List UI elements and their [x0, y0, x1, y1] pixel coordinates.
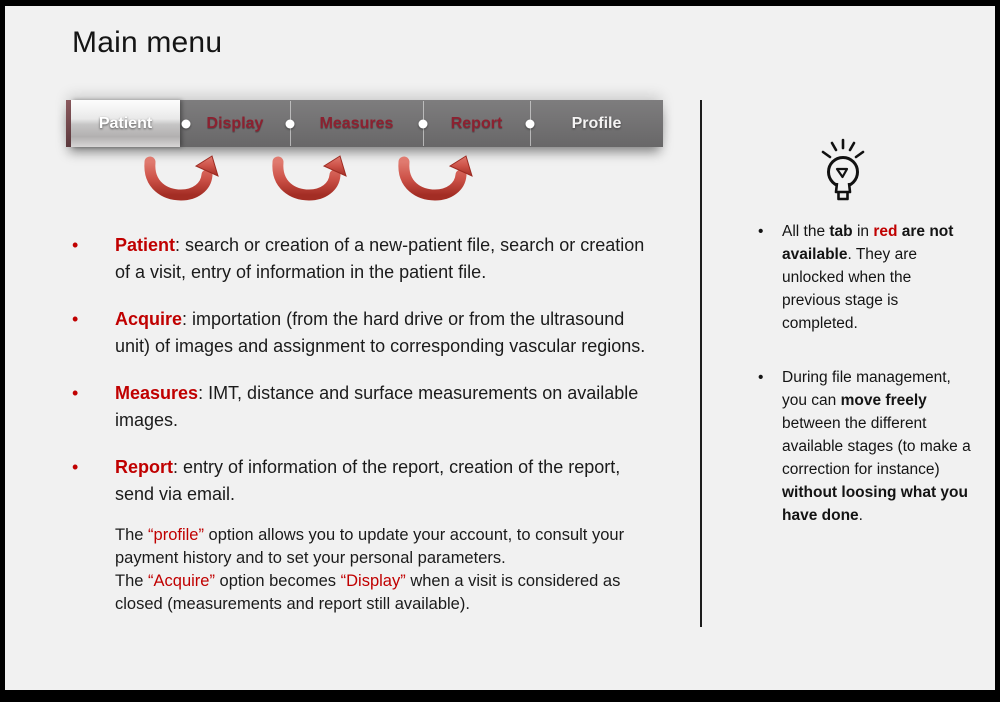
tab-label: Profile [571, 114, 622, 132]
feature-list [72, 232, 652, 528]
lightbulb-icon [815, 136, 871, 216]
tip-item: • During file management, you can move freely between the different available stages (to make a correction for instance) without loosing what you have done. [748, 366, 974, 527]
note-highlight: “profile” [148, 526, 204, 544]
bullet-icon [72, 380, 115, 434]
tab-label: Report [450, 114, 503, 132]
tab-label: Display [206, 114, 264, 132]
note-line: The “profile” option allows you to update your account, to consult your payment history and to set your personal parameters. [115, 526, 625, 567]
feature-term: Patient [115, 235, 176, 255]
feature-desc: : importation (from the hard drive or from the ultrasound unit) of images and assignment to corresponding vascular regions. [115, 309, 646, 356]
list-item-measures [72, 380, 652, 434]
tip-highlight: red [873, 223, 898, 240]
tab-profile[interactable] [530, 100, 663, 147]
tab-separator-dot-icon [526, 119, 535, 128]
tips-panel [748, 220, 974, 558]
feature-desc: : IMT, distance and surface measurements on available images. [115, 383, 639, 430]
list-item-report [72, 454, 652, 508]
section-divider [700, 100, 702, 627]
list-item-patient [72, 232, 652, 286]
bullet-icon [72, 454, 115, 508]
list-item-acquire [72, 306, 652, 360]
feature-term: Measures [115, 383, 199, 403]
tab-label: Measures [319, 114, 394, 132]
note-highlight: “Display” [340, 572, 406, 590]
curved-arrow-icon [140, 152, 222, 202]
curved-arrow-icon [394, 152, 476, 202]
note-highlight: “Acquire” [148, 572, 215, 590]
tab-measures[interactable] [290, 100, 423, 147]
menu-bar [66, 100, 663, 147]
curved-arrow-icon [268, 152, 350, 202]
bullet-icon [72, 306, 115, 360]
note-paragraph [115, 524, 655, 616]
feature-term: Acquire [115, 309, 183, 329]
tab-separator-dot-icon [419, 119, 428, 128]
tip-item: • All the tab in red are not available. They are unlocked when the previous stage is completed. [748, 220, 974, 335]
note-line: The “Acquire” option becomes “Display” when a visit is considered as closed (measurements and report still available). [115, 572, 621, 613]
page-title: Main menu [72, 26, 223, 59]
tab-report[interactable] [423, 100, 530, 147]
tab-display[interactable] [180, 100, 290, 147]
feature-desc: : search or creation of a new-patient file, search or creation of a visit, entry of information in the patient file. [115, 235, 645, 282]
feature-desc: : entry of information of the report, creation of the report, send via email. [115, 457, 621, 504]
feature-term: Report [115, 457, 173, 477]
tab-label: Patient [98, 114, 153, 132]
tab-patient[interactable] [71, 100, 180, 147]
bullet-icon [72, 232, 115, 286]
tab-separator-dot-icon [182, 119, 191, 128]
slide [5, 6, 995, 690]
tab-separator-dot-icon [286, 119, 295, 128]
